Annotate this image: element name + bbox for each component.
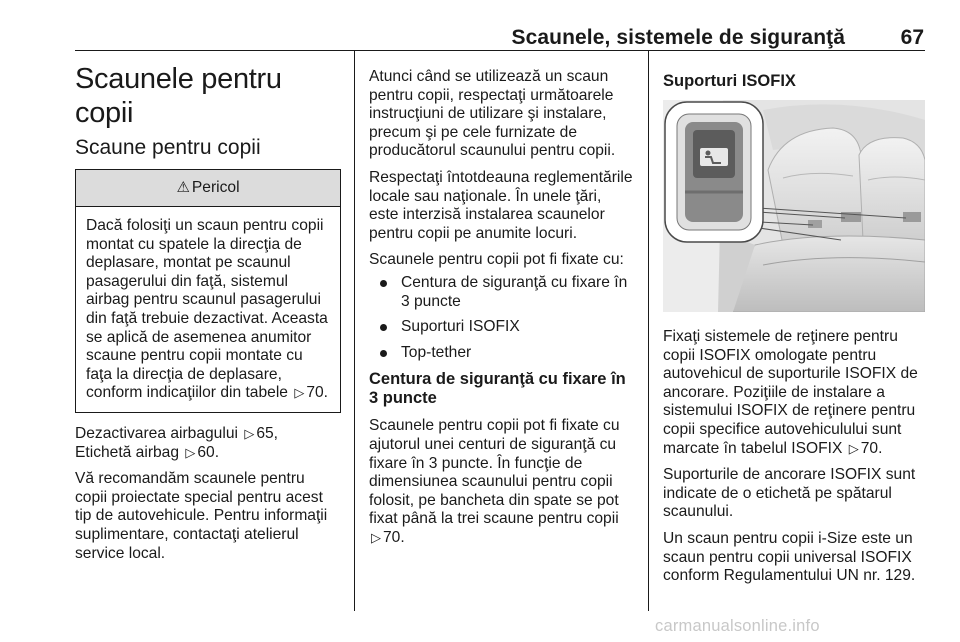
three-point-belt-ref[interactable]: 70.: [383, 528, 405, 546]
page-reference-arrow-icon: ▷: [371, 529, 381, 545]
column-2: [369, 68, 635, 555]
page-number: 67: [900, 26, 924, 49]
danger-page-ref[interactable]: 70.: [306, 384, 328, 402]
column-divider-1: [354, 51, 355, 611]
three-point-belt-paragraph: Scaunele pentru copii pot fi fixate cu ajutorul unei centuri de siguranţă cu fixare în 3 puncte. În funcţie de dimensiunea scaunului pentru copii folosit, pe bancheta din spate se pot fixat până la trei scaune pentru copii ▷ 70.: [369, 417, 620, 546]
danger-box: [75, 169, 341, 413]
isofix-illustration: [663, 100, 925, 312]
link-airbag-label-ref[interactable]: 60.: [197, 443, 220, 461]
subsection-title: Scaune pentru copii: [75, 136, 261, 159]
fixing-methods-list: [369, 274, 635, 362]
warning-triangle-icon: ⚠: [176, 179, 190, 196]
regulations-paragraph: Respectaţi întotdeauna reglementările locale sau naţionale. În unele ţări, este interzisă instalarea scaunelor pentru copii pe anumite locuri.: [369, 168, 633, 242]
isize-paragraph: Un scaun pentru copii i-Size este un scaun pentru copii universal ISOFIX conform Regulamentului UN nr. 129.: [663, 529, 916, 585]
page-reference-arrow-icon: ▷: [244, 425, 255, 441]
link-airbag-deactivation-ref[interactable]: 65,: [256, 424, 278, 442]
column-1: [75, 62, 341, 571]
danger-header: [76, 170, 340, 207]
column-3: [663, 68, 929, 594]
column-divider-2: [648, 51, 649, 611]
page-reference-arrow-icon: ▷: [848, 440, 859, 456]
list-item: Suporturi ISOFIX: [369, 318, 635, 337]
list-item: Centura de siguranţă cu fixare în 3 puncte: [369, 274, 635, 311]
instructions-paragraph: Atunci când se utilizează un scaun pentru copii, respectaţi următoarele instrucţiuni de utilizare şi instalare, precum şi pe cele furnizate de producătorul scaunului pentru copii.: [369, 68, 616, 160]
fixing-intro-paragraph: Scaunele pentru copii pot fi fixate cu:: [369, 251, 624, 269]
list-item: Top-tether: [369, 344, 635, 363]
recommendation-paragraph: Vă recomandăm scaunele pentru copii proiectate special pentru acest tip de autovehicule. Pentru informaţii suplimentare, contactaţi atelierul service local.: [75, 470, 328, 562]
running-header-title: Scaunele, sistemele de siguranţă: [511, 26, 845, 49]
isofix-table-ref[interactable]: 70.: [860, 439, 883, 457]
section-title: Scaunele pentru copii: [75, 63, 282, 129]
isofix-heading: Suporturi ISOFIX: [663, 72, 796, 90]
link-airbag-label[interactable]: Etichetă airbag: [75, 443, 180, 461]
isofix-label-paragraph: Suporturile de ancorare ISOFIX sunt indicate de o etichetă pe spătarul scaunului.: [663, 466, 916, 521]
danger-text: Dacă folosiţi un scaun pentru copii montat cu spatele la direcţia de deplasare, montat pe scaunul pasagerului din faţă, sistemul airbag pentru scaunul pasagerului din faţă trebuie dezactivat. Aceasta se aplică de asemenea anumitor scaune pentru copii montate cu faţa la direcţia de deplasare, conform indicaţiilor din tabele ▷ 70.: [86, 217, 328, 402]
page-reference-arrow-icon: ▷: [294, 385, 305, 401]
danger-label: Pericol: [191, 179, 240, 196]
watermark: carmanualsonline.info: [655, 617, 820, 635]
isofix-fixing-paragraph: Fixaţi sistemele de reţinere pentru copii ISOFIX omologate pentru autovehicul de suporturile ISOFIX de ancorare. Poziţiile de instalare a sistemului ISOFIX de reţinere pentru copii specifice autovehiculului sunt marcate în tabelul ISOFIX ▷ 70.: [663, 328, 918, 457]
link-airbag-deactivation[interactable]: Dezactivarea airbagului: [75, 424, 238, 442]
page-reference-arrow-icon: ▷: [185, 444, 196, 460]
three-point-belt-heading: Centura de siguranţă cu fixare în 3 puncte: [369, 370, 626, 408]
header-rule: [75, 50, 925, 51]
